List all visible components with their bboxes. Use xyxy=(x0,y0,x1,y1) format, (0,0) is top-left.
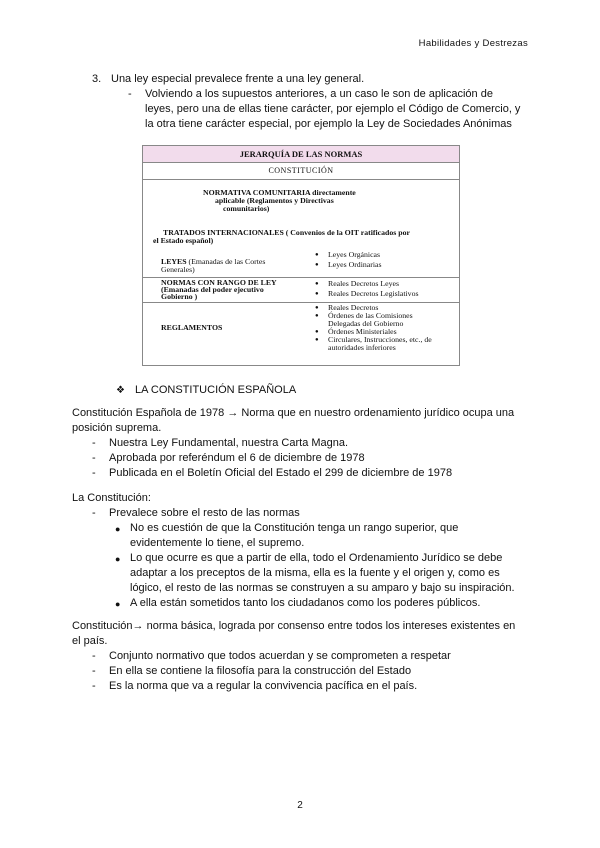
section-mark-icon: ❖ xyxy=(116,385,125,396)
table-cell: Circulares, Instrucciones, etc., de xyxy=(328,335,432,344)
paragraph-line: Constitución Española de 1978 → Norma que en nuestro ordenamiento jurídico ocupa una xyxy=(72,407,515,419)
bullet-marker: ● xyxy=(315,313,319,319)
dash-marker: - xyxy=(92,507,96,519)
table-cell: autoridades inferiores xyxy=(328,343,396,352)
table-cell: Delegadas del Gobierno xyxy=(328,319,404,328)
dash-marker: - xyxy=(92,650,96,662)
table-cell: Reales Decretos Legislativos xyxy=(328,289,419,298)
table-cell: NORMATIVA COMUNITARIA directamente xyxy=(203,188,356,197)
list-item: Publicada en el Boletín Oficial del Estado el 299 de diciembre de 1978 xyxy=(109,467,453,479)
list-item: En ella se contiene la filosofía para la construcción del Estado xyxy=(109,665,412,677)
dash-marker: - xyxy=(92,452,96,464)
table-cell: LEYES xyxy=(161,257,187,266)
table-title: JERARQUÍA DE LAS NORMAS xyxy=(143,146,459,163)
table-cell: Reales Decretos xyxy=(328,303,379,312)
bullet-marker: ● xyxy=(315,291,319,297)
table-row-leyes xyxy=(143,250,459,278)
item-text: Una ley especial prevalece frente a una ley general. xyxy=(111,73,365,85)
table-cell: comunitarios) xyxy=(223,204,270,213)
table-cell: REGLAMENTOS xyxy=(161,323,223,332)
dash-marker: - xyxy=(92,467,96,479)
list-item: Es la norma que va a regular la convivencia pacífica en el país. xyxy=(109,680,418,692)
bullet-marker: ● xyxy=(315,262,319,268)
bullet-line: No es cuestión de que la Constitución tenga un rango superior, que xyxy=(130,522,459,534)
table-cell: (Emanadas del poder ejecutivo xyxy=(161,285,264,294)
bullet-marker: ● xyxy=(315,329,319,335)
page-header: Habilidades y Destrezas xyxy=(418,38,528,49)
page-number: 2 xyxy=(297,800,303,811)
bullet-line: A ella están sometidos tanto los ciudadanos como los poderes públicos. xyxy=(130,597,481,609)
table-cell: aplicable (Reglamentos y Directivas xyxy=(215,196,334,205)
list-item: Prevalece sobre el resto de las normas xyxy=(109,507,300,519)
table-cell: Gobierno ) xyxy=(161,292,198,301)
table-row-constitucion xyxy=(143,163,459,180)
table-cell: Leyes Orgánicas xyxy=(328,250,381,259)
paragraph-line: posición suprema. xyxy=(72,422,162,434)
dash-marker: - xyxy=(128,88,132,100)
bullet-marker: ● xyxy=(115,554,121,564)
paragraph-line: Constitución→ norma básica, lograda por consenso entre todos los intereses existentes en xyxy=(72,620,516,632)
table-row-reglamentos xyxy=(143,303,459,364)
bullet-marker: ● xyxy=(315,252,319,258)
table-cell: Leyes Ordinarias xyxy=(328,260,382,269)
list-item: Aprobada por referéndum el 6 de diciembre de 1978 xyxy=(109,452,365,464)
item-sub-line: la otra tiene carácter especial, por ejemplo la Ley de Sociedades Anónimas xyxy=(145,118,512,130)
bullet-line: evidentemente lo tiene, el supremo. xyxy=(130,537,305,549)
paragraph-heading: La Constitución: xyxy=(72,492,151,504)
item-sub-line: Volviendo a los supuestos anteriores, a un caso le son de aplicación de xyxy=(145,88,493,100)
paragraph-line: el país. xyxy=(72,635,108,647)
bullet-marker: ● xyxy=(115,524,121,534)
hierarchy-table xyxy=(142,145,460,366)
bullet-line: Lo que ocurre es que a partir de ella, todo el Ordenamiento Jurídico se debe xyxy=(130,552,503,564)
dash-marker: - xyxy=(92,680,96,692)
item-sub-line: leyes, pero una de ellas tiene carácter, por ejemplo el Código de Comercio, y xyxy=(145,103,521,115)
list-item: Conjunto normativo que todos acuerdan y se comprometen a respetar xyxy=(109,650,451,662)
table-row-comunitaria xyxy=(143,180,459,228)
table-cell: (Emanadas de las Cortes xyxy=(188,257,266,266)
bullet-marker: ● xyxy=(115,599,121,609)
bullet-marker: ● xyxy=(315,337,319,343)
table-cell: Órdenes Ministeriales xyxy=(328,327,397,336)
bullet-marker: ● xyxy=(315,305,319,311)
dash-marker: - xyxy=(92,437,96,449)
table-cell: Generales) xyxy=(161,265,195,274)
bullet-marker: ● xyxy=(315,281,319,287)
bullet-line: lógico, el resto de las normas se construyen a su amparo y bajo su inspiración. xyxy=(130,582,515,594)
table-cell: el Estado español) xyxy=(153,236,214,245)
list-item: Nuestra Ley Fundamental, nuestra Carta Magna. xyxy=(109,437,349,449)
table-cell: Órdenes de las Comisiones xyxy=(328,311,413,320)
item-number: 3. xyxy=(92,73,102,85)
table-cell: Reales Decretos Leyes xyxy=(328,279,400,288)
bullet-line: adaptar a los preceptos de la misma, ella es la fuente y el origen y, como es xyxy=(130,567,500,579)
table-row-rango xyxy=(143,278,459,303)
section-title: LA CONSTITUCIÓN ESPAÑOLA xyxy=(135,384,297,396)
table-row-tratados xyxy=(143,228,459,250)
table-cell: NORMAS CON RANGO DE LEY xyxy=(161,278,277,287)
table-cell: CONSTITUCIÓN xyxy=(268,166,334,175)
table-cell: TRATADOS INTERNACIONALES ( Convenios de la OIT ratificados por xyxy=(163,228,410,237)
dash-marker: - xyxy=(92,665,96,677)
